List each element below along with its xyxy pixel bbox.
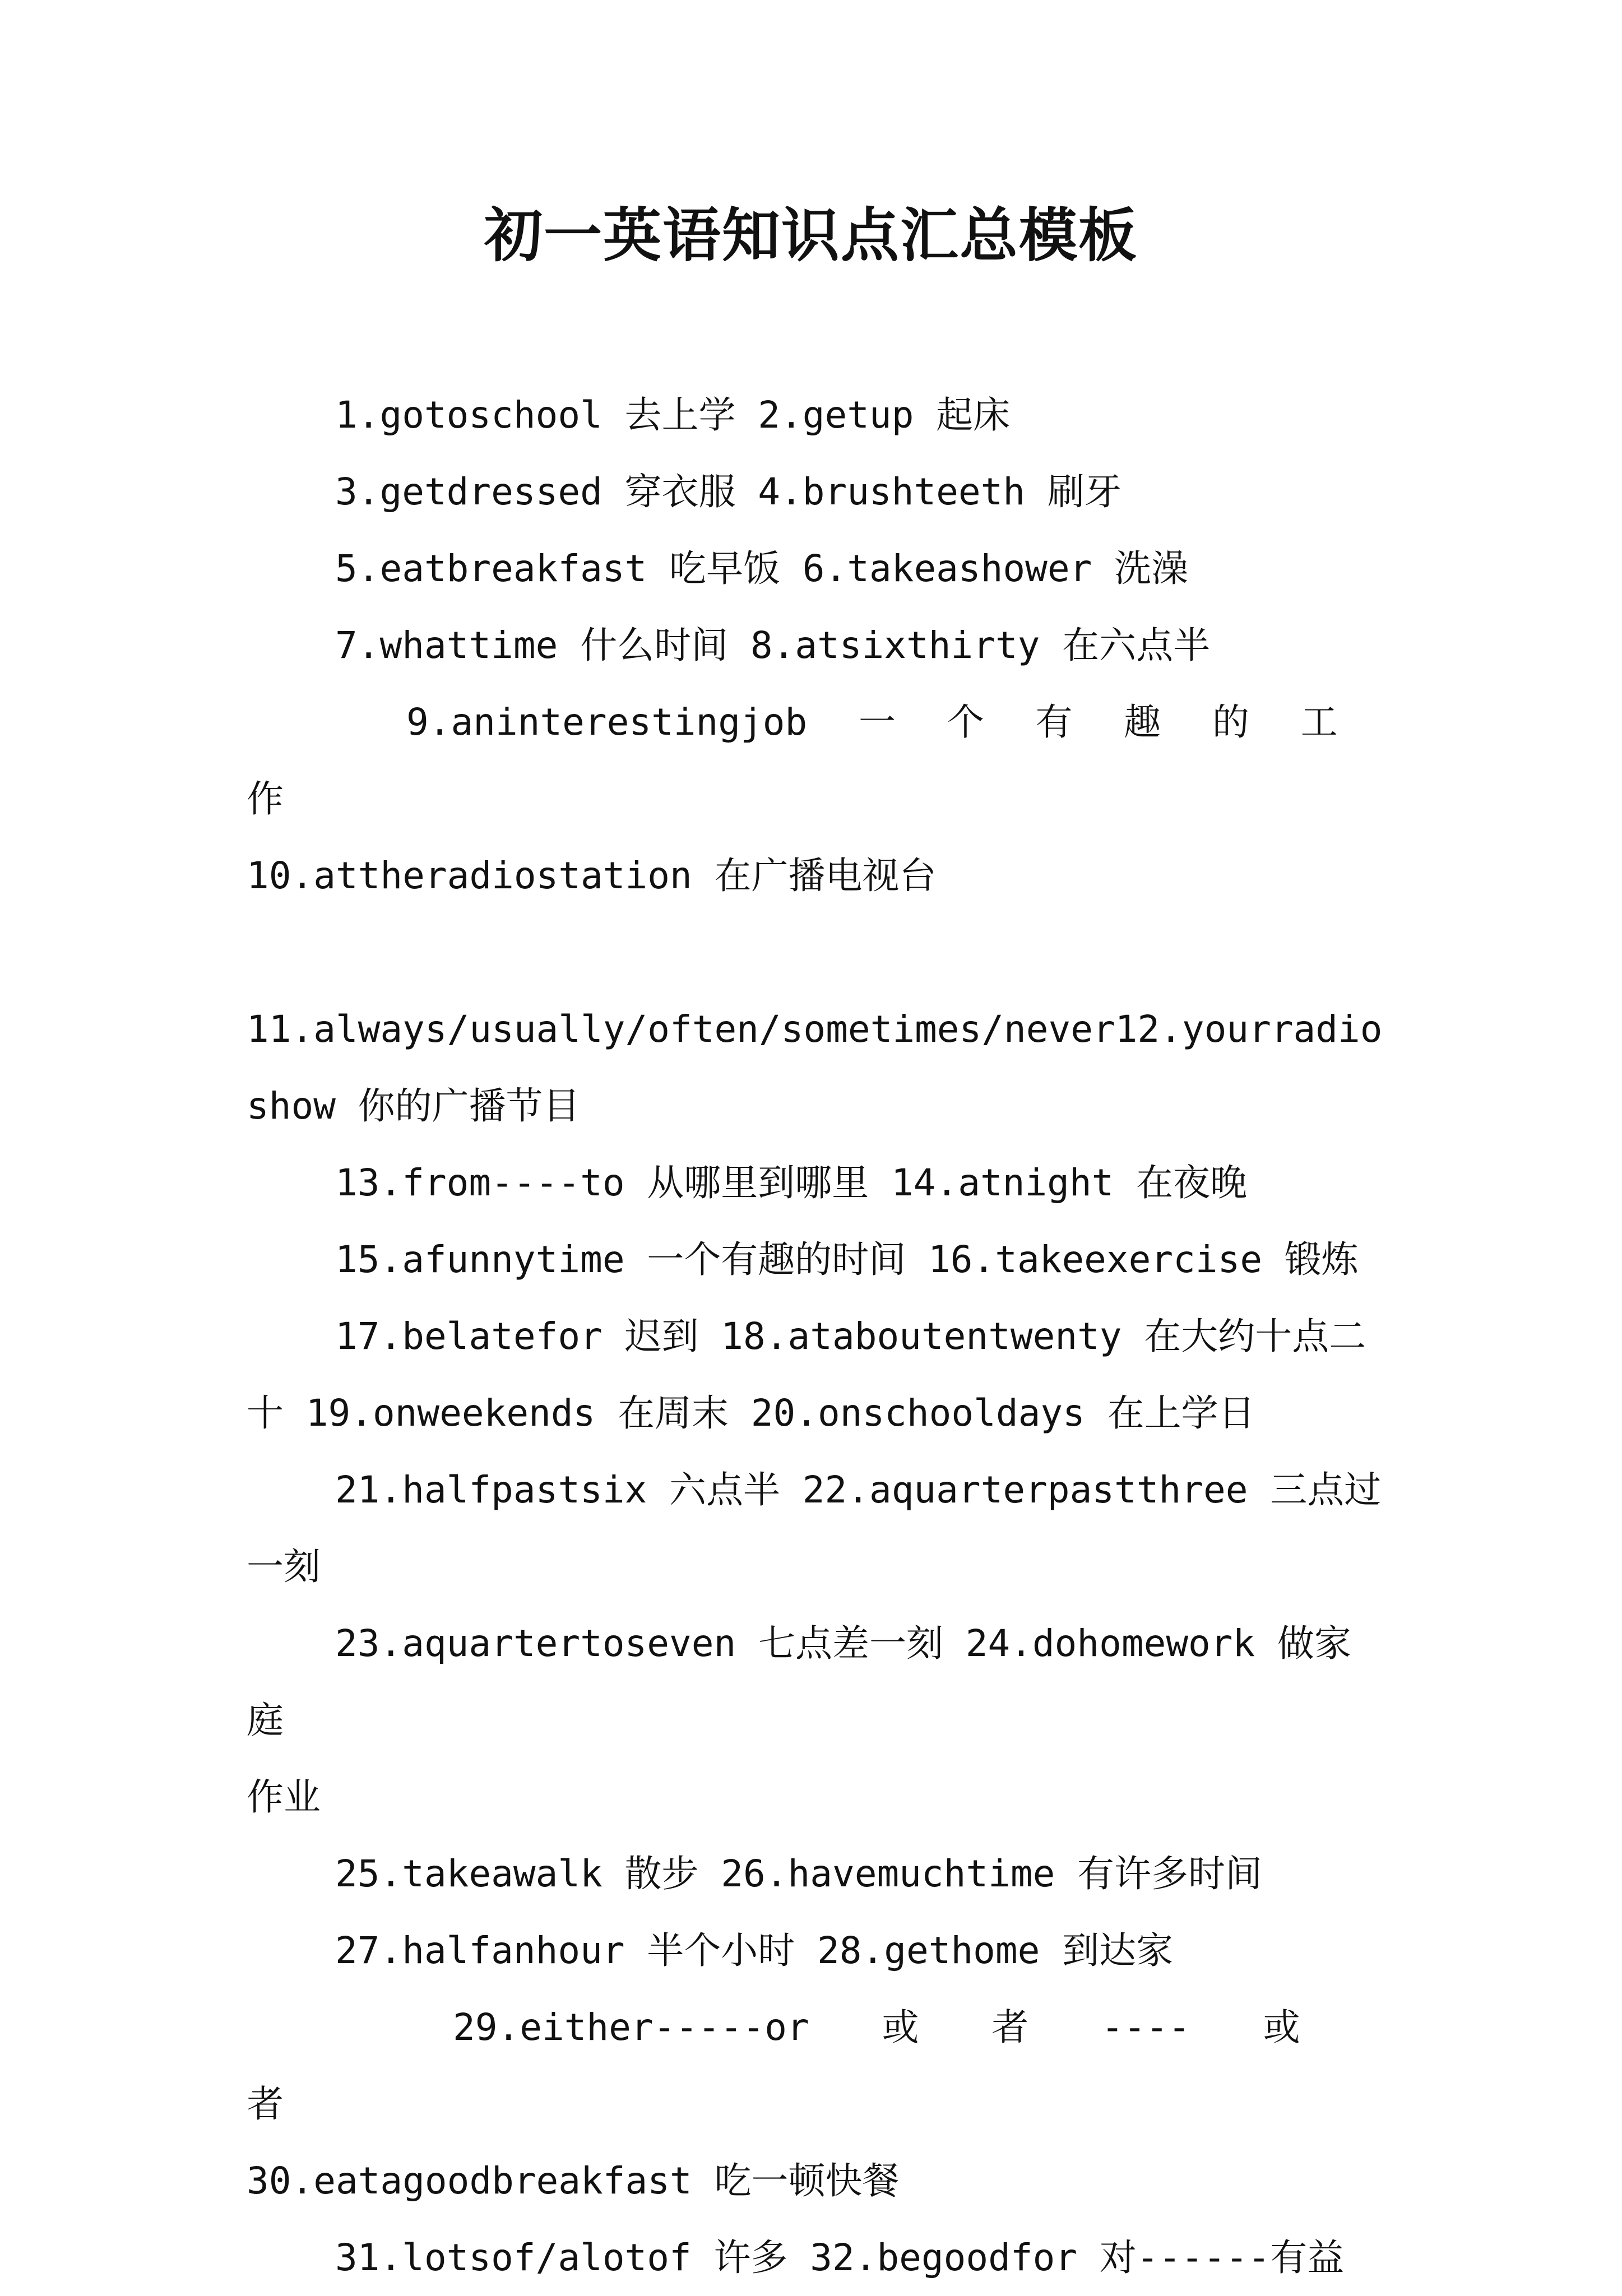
- line-10: 15.afunnytime 一个有趣的时间 16.takeexercise 锻炼: [335, 1238, 1359, 1281]
- line-17: 25.takeawalk 散步 26.havemuchtime 有许多时间: [335, 1852, 1263, 1895]
- line-9: 13.from----to 从哪里到哪里 14.atnight 在夜晚: [335, 1161, 1248, 1204]
- line-5: [247, 684, 1384, 837]
- line-3: 5.eatbreakfast 吃早饭 6.takeashower 洗澡: [335, 547, 1189, 590]
- line-1: 1.gotoschool 去上学 2.getup 起床: [335, 393, 1011, 437]
- line-14: 一刻: [247, 1545, 321, 1588]
- line-11: 17.belatefor 迟到 18.ataboutentwenty 在大约十点二: [335, 1315, 1366, 1358]
- line-20: 30.eatagoodbreakfast 吃一顿快餐: [247, 2159, 900, 2202]
- line-16: 作业: [247, 1775, 321, 1819]
- line-18: 27.halfanhour 半个小时 28.gethome 到达家: [335, 1929, 1174, 1972]
- document-title: 初一英语知识点汇总模板: [484, 201, 1138, 270]
- line-13: 21.halfpastsix 六点半 22.aquarterpastthree 三点过: [335, 1468, 1382, 1511]
- line-8: show 你的广播节目: [247, 1084, 580, 1128]
- line-12: 十 19.onweekends 在周末 20.onschooldays 在上学日: [247, 1391, 1255, 1435]
- line-5-text: 9.aninterestingjob 一 个 有 趣 的 工 作: [247, 701, 1338, 820]
- line-21: 31.lotsof/alotof 许多 32.begoodfor 对------有益: [335, 2236, 1345, 2279]
- line-7: 11.always/usually/often/sometimes/never12.yourradio: [247, 1008, 1383, 1051]
- line-2: 3.getdressed 穿衣服 4.brushteeth 刷牙: [335, 470, 1122, 513]
- line-19: [247, 1989, 1384, 2142]
- document-body: [247, 377, 1384, 2296]
- line-6: 10.attheradiostation 在广播电视台: [247, 854, 937, 897]
- blank-line: [247, 914, 1384, 991]
- line-19-text: 29.either-----or 或 者 ---- 或 者: [247, 2006, 1300, 2126]
- line-15: 23.aquartertoseven 七点差一刻 24.dohomework 做家庭: [247, 1622, 1352, 1742]
- line-4: 7.whattime 什么时间 8.atsixthirty 在六点半: [335, 624, 1211, 667]
